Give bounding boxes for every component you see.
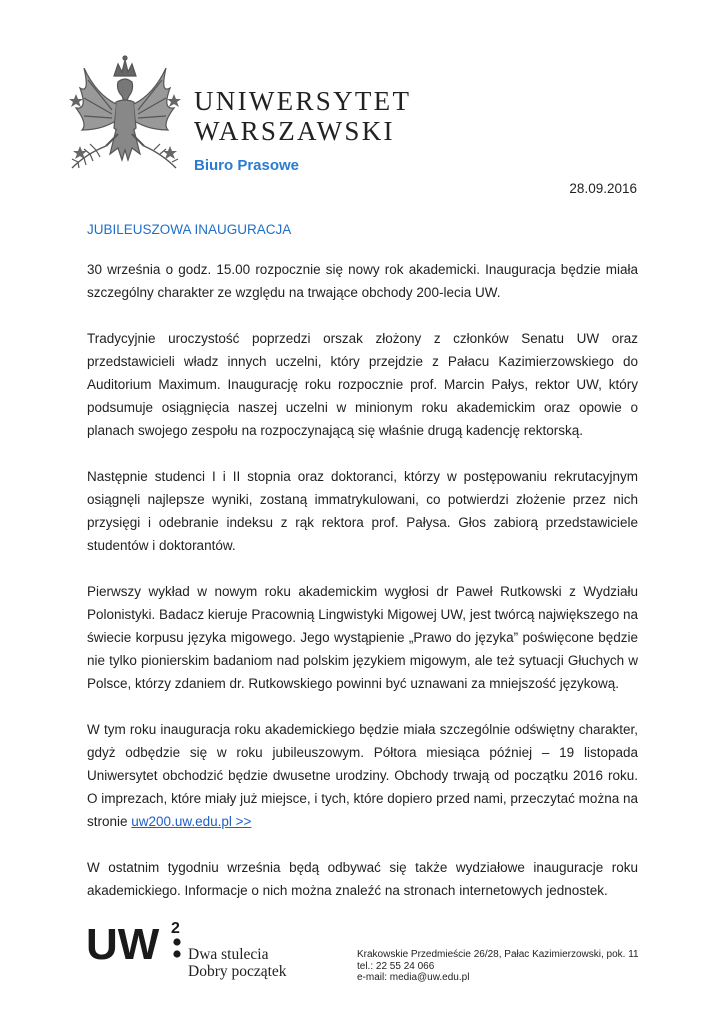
uw-logo-mark: 2 (171, 920, 180, 937)
paragraph-1: Tradycyjnie uroczystość poprzedzi orszak złożony z członków Senatu UW oraz przedstawicieli władz innych uczelni, który przejdzie z Pałacu Kazimierzowskiego do Auditorium Maximum. Inaugurację roku rozpocznie prof. Marcin Pałys, rektor UW, który podsumuje osiągnięcia naszej uczelni w minionym roku akademickim oraz opowie o planach swojego zespołu na rozpoczynającą się właśnie drugą kadencję rektorską. (87, 331, 638, 438)
lead-paragraph: 30 września o godz. 15.00 rozpocznie się nowy rok akademicki. Inauguracja będzie miała szczególny charakter ze względu na trwające obchody 200-lecia UW. (87, 262, 638, 300)
uw-logo (86, 915, 196, 967)
motto-line2: Dobry początek (188, 963, 287, 980)
contact-email: e-mail: media@uw.edu.pl (357, 972, 470, 983)
motto-line1: Dwa stulecia (188, 946, 269, 963)
paragraph-2: Następnie studenci I i II stopnia oraz doktoranci, którzy w postępowaniu rekrutacyjnym osiągnęli najlepsze wyniki, zostaną immatrykulowani, co potwierdzi złożenie przez nich przysięgi i odebranie indeksu z rąk rektora prof. Pałysa. Głos zabiorą przedstawiciele studentów i doktorantów. (87, 469, 638, 553)
document-title: JUBILEUSZOWA INAUGURACJA (87, 222, 292, 237)
uw-logo-dot-top-icon (173, 938, 180, 945)
footer-contact (357, 949, 639, 984)
uw-logo-text: UW (86, 920, 160, 967)
footer-motto (188, 946, 287, 980)
paragraph-3: Pierwszy wykład w nowym roku akademickim wygłosi dr Paweł Rutkowski z Wydziału Polonistyki. Badacz kieruje Pracownią Lingwistyki Migowej UW, jest twórcą największego na świecie korpusu języka migowego. Jego wystąpienie „Prawo do języka” poświęcone będzie nie tylko pionierskim badaniom nad polskim językiem migowym, ale też sytuacji Głuchych w Polsce, którzy zdaniem dr. Rutkowskiego powinni być uznawani za mniejszość językową. (87, 584, 638, 691)
uw200-link[interactable]: uw200.uw.edu.pl >> (131, 814, 252, 829)
university-name-line1: UNIWERSYTET (194, 86, 412, 116)
university-eagle-emblem-icon (66, 50, 184, 180)
contact-phone: tel.: 22 55 24 066 (357, 960, 435, 972)
press-office-label: Biuro Prasowe (194, 157, 300, 174)
university-name-line2: WARSZAWSKI (194, 116, 395, 146)
paragraph-4 (87, 718, 638, 833)
paragraph-4-text: W tym roku inauguracja roku akademickiego będzie miała szczególnie odświętny charakter, gdyż odbędzie się w roku jubileuszowym. Półtora miesiąca później – 19 listopada Uniwersytet obchodzić będzie dwusetne urodziny. Obchody trwają od początku 2016 roku. O imprezach, które miały już miejsce, i tych, które dopiero przed nami, przeczytać można na stronie (87, 722, 638, 829)
contact-address: Krakowskie Przedmieście 26/28, Pałac Kazimierzowski, pok. 11 (357, 949, 639, 960)
document-body (87, 258, 638, 925)
paragraph-5: W ostatnim tygodniu września będą odbywać się także wydziałowe inauguracje roku akademickiego. Informacje o nich można znaleźć na stronach internetowych jednostek. (87, 860, 638, 898)
university-name (194, 86, 411, 146)
uw-logo-dot-bottom-icon (173, 950, 180, 957)
document-date: 28.09.2016 (569, 181, 637, 196)
